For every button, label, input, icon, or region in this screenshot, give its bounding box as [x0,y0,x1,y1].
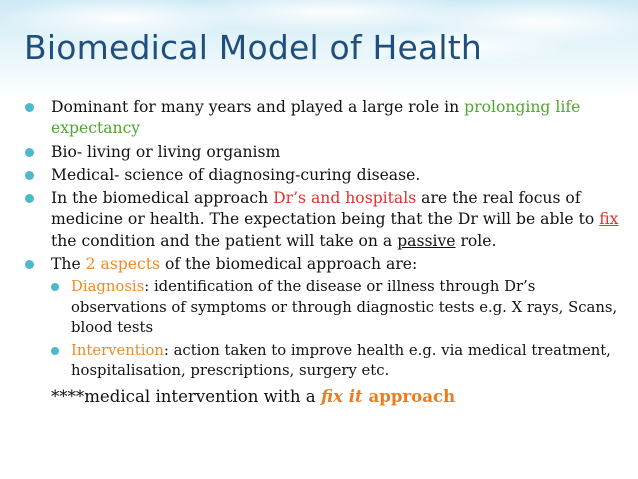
bullet-dot-icon [25,171,34,180]
highlight-fix-it: fix it [320,385,363,406]
bullet-text: Bio- living or living organism [51,142,281,161]
slide-title: Biomedical Model of Health [24,28,483,67]
bullet-text: the condition and the patient will take on a [51,231,398,250]
bullet-item [20,254,632,275]
sub-bullet-item [20,341,632,382]
bullet-item [20,188,632,252]
highlight-approach: approach [362,385,456,406]
bullet-text: Dominant for many years and played a large role in [51,98,465,116]
bullet-text: of the biomedical approach are: [160,255,418,274]
highlight-2-aspects: 2 aspects [85,255,161,274]
highlight-prolonging-life-expectancy: prolonging life expectancy [51,98,581,138]
bullet-text: The [51,255,86,274]
bullet-dot-icon [51,283,59,291]
bullet-text: are the real focus of medicine or health. The expectation being that the Dr will be able to [51,189,600,229]
highlight-drs-and-hospitals: Dr’s and hospitals [273,189,417,208]
slide-body [20,97,632,407]
keyword-intervention: Intervention [71,341,164,359]
underlined-passive: passive [397,231,456,250]
bullet-dot-icon [51,347,59,355]
sub-bullet-text: : action taken to improve health e.g. via medical treatment, hospitalisation, prescriptions, surgery etc. [71,341,611,380]
highlight-fix: fix [599,210,619,229]
bullet-dot-icon [25,260,34,269]
bullet-dot-icon [25,148,34,157]
bullet-text: Medical- science of diagnosing-curing disease. [51,165,421,184]
bullet-text: In the biomedical approach [51,189,274,208]
bullet-item [20,165,632,186]
bullet-dot-icon [25,103,34,112]
bullet-item [20,97,632,140]
keyword-diagnosis: Diagnosis [71,278,145,296]
bullet-item [20,142,632,163]
bullet-text: role. [455,231,497,250]
footnote-text: ****medical intervention with a [51,386,321,406]
footnote [20,386,632,407]
sub-bullet-text: : identification of the disease or illness through Dr’s observations of symptoms or through diagnostic tests e.g. X rays, Scans, blood tests [71,278,618,337]
sub-bullet-item [20,277,632,339]
bullet-dot-icon [25,194,34,203]
